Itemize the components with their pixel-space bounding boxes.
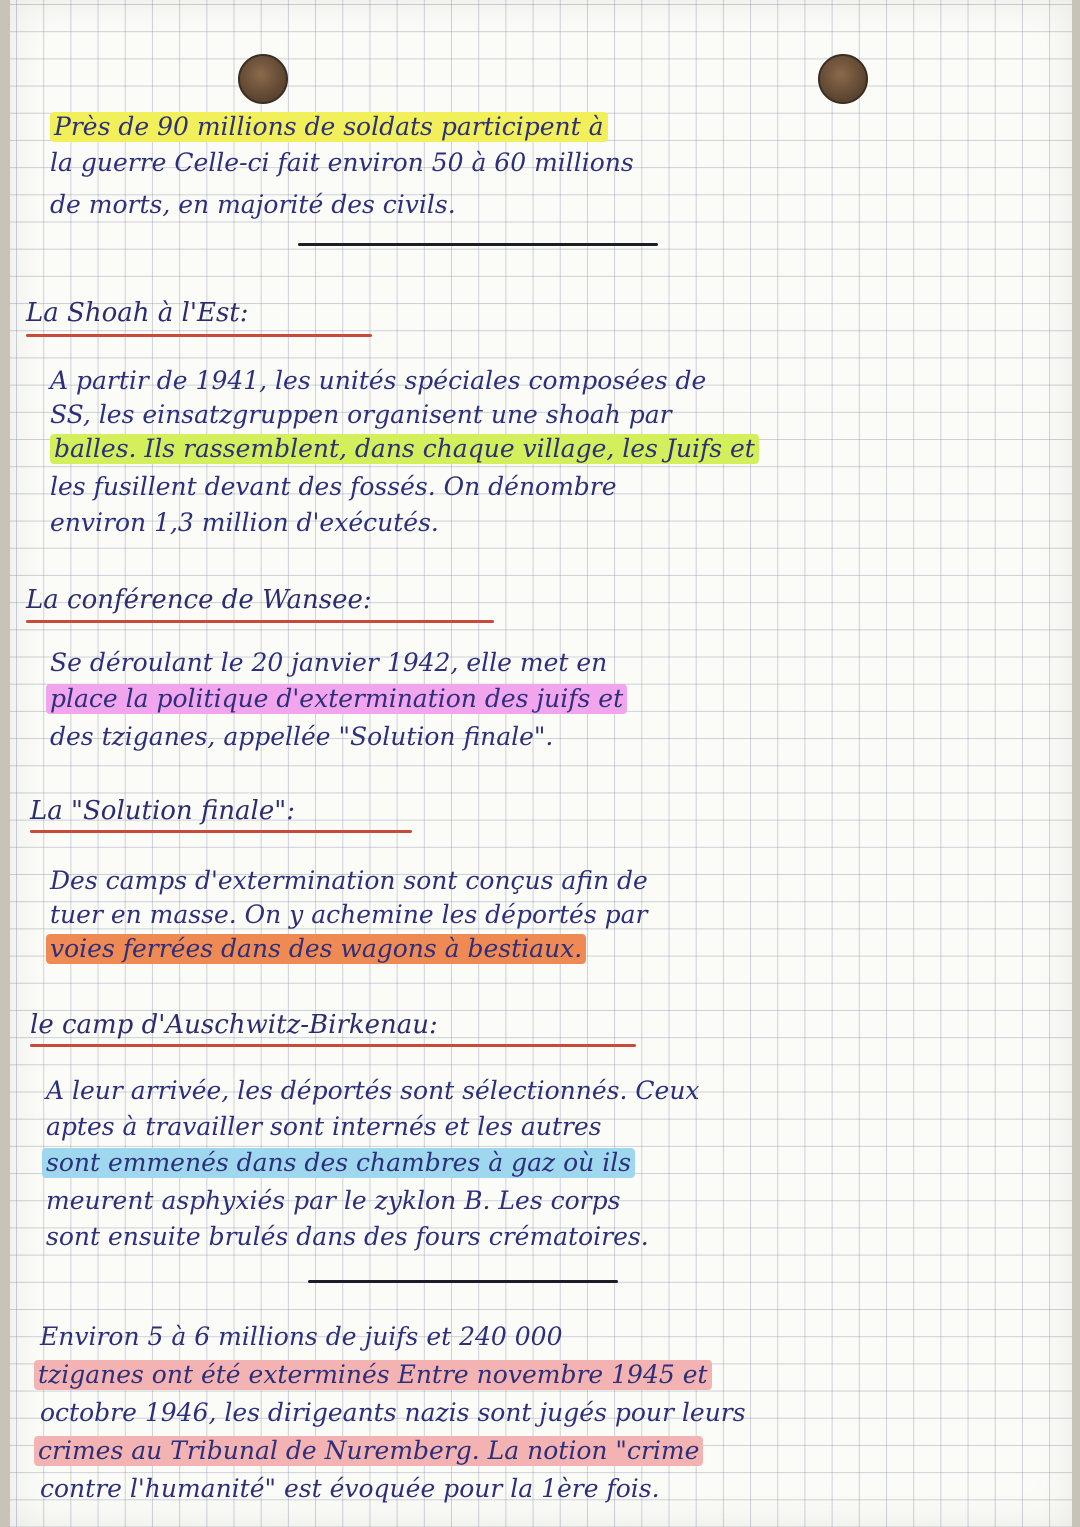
shoah-line-1: A partir de 1941, les unités spéciales composées de xyxy=(50,366,707,395)
conclusion-line-4: crimes au Tribunal de Nuremberg. La notion "crime xyxy=(34,1436,703,1466)
section-title-solution-finale: La "Solution finale": xyxy=(30,796,295,826)
conclusion-line-3: octobre 1946, les dirigeants nazis sont jugés pour leurs xyxy=(40,1398,746,1427)
auschwitz-line-1: A leur arrivée, les déportés sont sélectionnés. Ceux xyxy=(46,1076,700,1105)
auschwitz-line-5: sont ensuite brulés dans des fours crématoires. xyxy=(46,1222,649,1251)
separator-rule-1 xyxy=(298,243,658,246)
auschwitz-line-2: aptes à travailler sont internés et les autres xyxy=(46,1112,602,1141)
binder-hole-right xyxy=(818,54,868,104)
solution-line-1: Des camps d'extermination sont conçus afin de xyxy=(50,866,648,895)
title-underline xyxy=(30,830,412,833)
notebook-page xyxy=(10,0,1072,1527)
wansee-line-2: place la politique d'extermination des juifs et xyxy=(46,684,627,714)
shoah-line-4: les fusillent devant des fossés. On dénombre xyxy=(50,472,617,501)
section-title-shoah-est: La Shoah à l'Est: xyxy=(26,298,249,328)
auschwitz-line-4: meurent asphyxiés par le zyklon B. Les corps xyxy=(46,1186,621,1215)
wansee-line-1: Se déroulant le 20 janvier 1942, elle met en xyxy=(50,648,608,677)
conclusion-line-5: contre l'humanité" est évoquée pour la 1ère fois. xyxy=(40,1474,660,1503)
auschwitz-line-3: sont emmenés dans des chambres à gaz où ils xyxy=(42,1148,635,1178)
shoah-line-3: balles. Ils rassemblent, dans chaque village, les Juifs et xyxy=(50,434,759,464)
wansee-line-3: des tziganes, appellée "Solution finale". xyxy=(50,722,554,751)
title-underline xyxy=(26,334,372,337)
intro-line-2: la guerre Celle-ci fait environ 50 à 60 millions xyxy=(50,148,634,177)
section-title-auschwitz: le camp d'Auschwitz-Birkenau: xyxy=(30,1010,438,1040)
shoah-line-2: SS, les einsatzgruppen organisent une shoah par xyxy=(50,400,672,429)
title-underline xyxy=(26,620,494,623)
intro-line-1: Près de 90 millions de soldats participent à xyxy=(50,112,608,142)
solution-line-2: tuer en masse. On y achemine les déportés par xyxy=(50,900,648,929)
section-title-wansee: La conférence de Wansee: xyxy=(26,585,372,615)
conclusion-line-1: Environ 5 à 6 millions de juifs et 240 000 xyxy=(40,1322,563,1351)
separator-rule-2 xyxy=(308,1280,618,1283)
intro-line-3: de morts, en majorité des civils. xyxy=(50,190,456,219)
binder-hole-left xyxy=(238,54,288,104)
shoah-line-5: environ 1,3 million d'exécutés. xyxy=(50,508,439,537)
conclusion-line-2: tziganes ont été exterminés Entre novembre 1945 et xyxy=(34,1360,712,1390)
title-underline xyxy=(30,1044,636,1047)
solution-line-3: voies ferrées dans des wagons à bestiaux. xyxy=(46,934,586,964)
